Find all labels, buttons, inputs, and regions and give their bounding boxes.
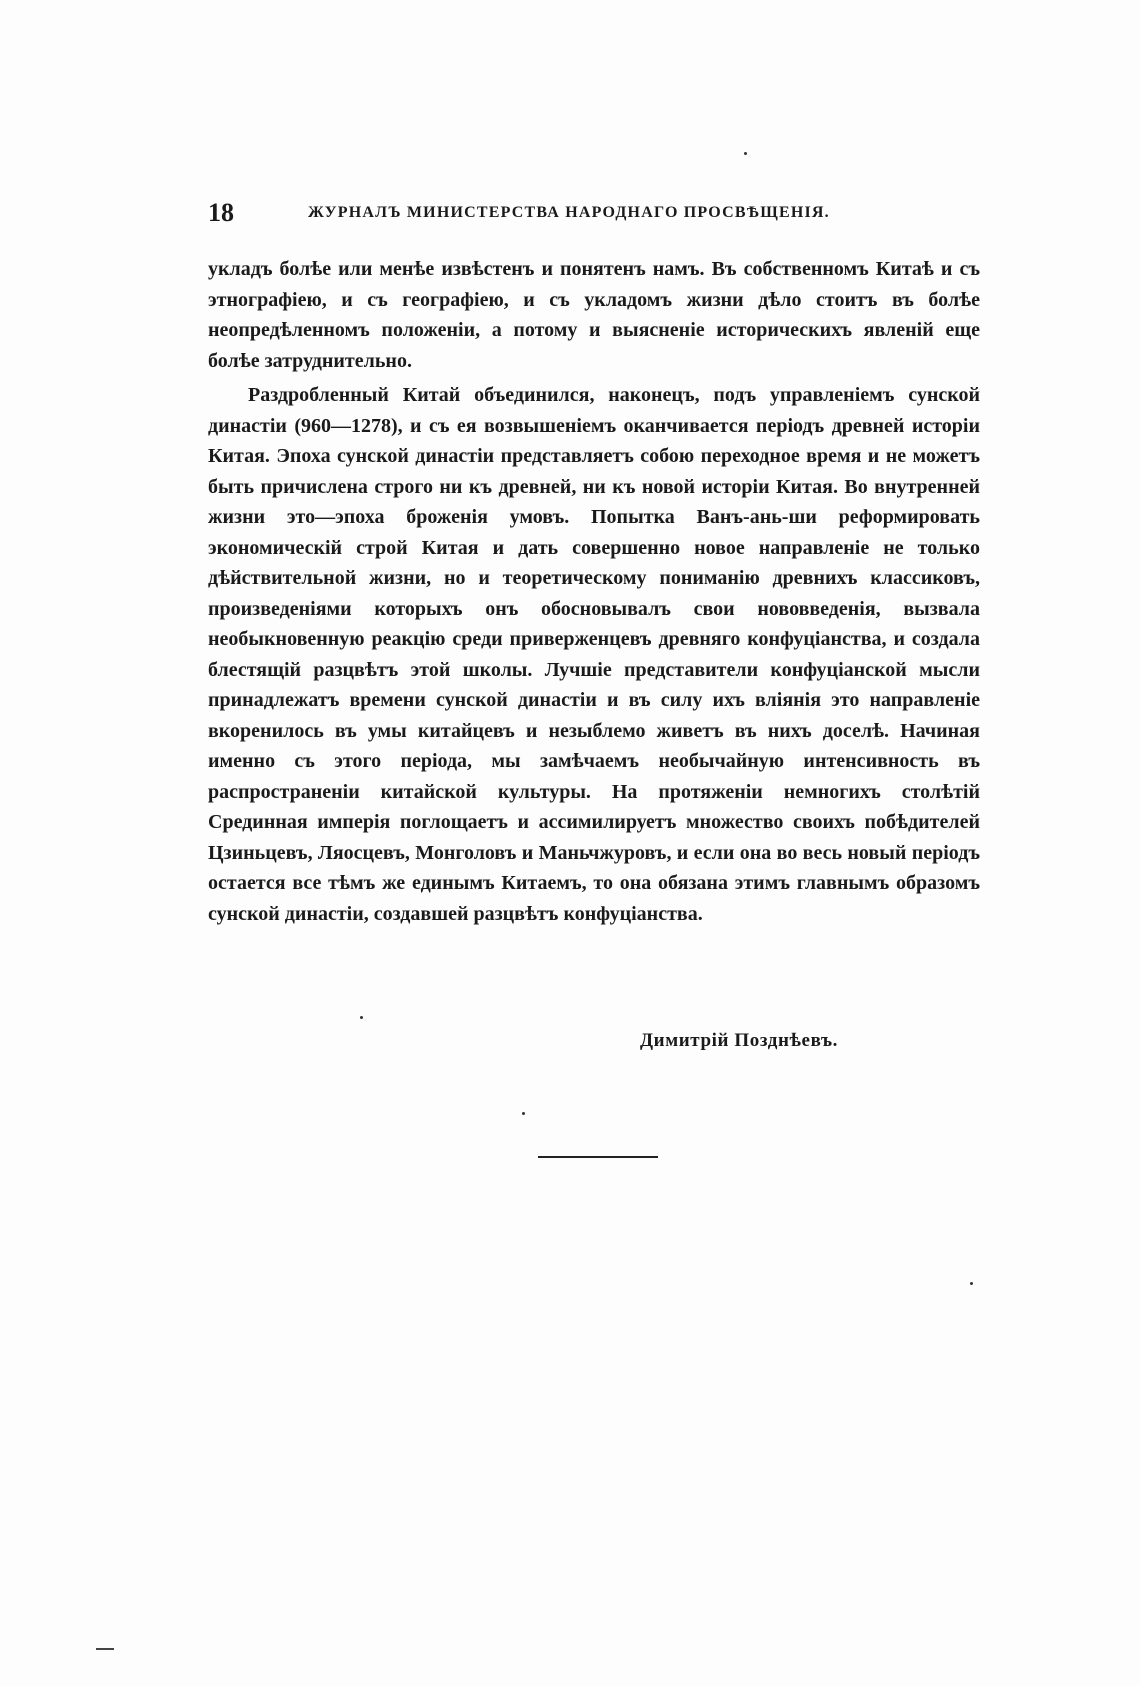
margin-mark: [96, 1648, 114, 1650]
body-text: [208, 254, 980, 929]
paragraph: укладъ болѣе или менѣе извѣстенъ и понятенъ намъ. Въ собственномъ Китаѣ и съ этнографіею, и съ географіею, и съ укладомъ жизни дѣло стоитъ въ болѣе неопредѣленномъ положеніи, а потому и выясненіе историческихъ явленій еще болѣе затруднительно.: [208, 258, 980, 372]
scan-speck: [522, 1112, 525, 1115]
scan-speck: [744, 152, 747, 155]
page-number: 18: [208, 198, 234, 227]
section-divider: [538, 1156, 658, 1158]
scan-speck: [970, 1282, 973, 1285]
page-header: [208, 198, 980, 238]
running-title: ЖУРНАЛЪ МИНИСТЕРСТВА НАРОДНАГО ПРОСВѢЩЕНІЯ.: [308, 204, 830, 221]
paragraph: Раздробленный Китай объединился, наконецъ, подъ управленіемъ сунской династіи (960—1278), и съ ея возвышеніемъ оканчивается періодъ древней исторіи Китая. Эпоха сунской династіи представляетъ собою переходное время и не можетъ быть причислена строго ни къ древней, ни къ новой исторіи Китая. Во внутренней жизни это—эпоха броженія умовъ. Попытка Ванъ-ань-ши реформировать экономическій строй Китая и дать совершенно новое направленіе не только дѣйствительной жизни, но и теоретическому пониманію древнихъ классиковъ, произведеніями которыхъ онъ обосновывалъ свои нововведенія, вызвала необыкновенную реакцію среди приверженцевъ древняго конфуціанства, и создала блестящій разцвѣтъ этой школы. Лучшіе представители конфуціанской мысли принадлежатъ времени сунской династіи и въ силу ихъ вліянія это направленіе вкоренилось въ умы китайцевъ и незыблемо живетъ въ нихъ доселѣ. Начиная именно съ этого періода, мы замѣчаемъ необычайную интенсивность въ распространеніи китайской культуры. На протяженіи немногихъ столѣтій Срединная имперія поглощаетъ и ассимилируетъ множество своихъ побѣдителей Цзиньцевъ, Ляосцевъ, Монголовъ и Маньчжуровъ, и если она во весь новый періодъ остается все тѣмъ же единымъ Китаемъ, то она обязана этимъ главнымъ образомъ сунской династіи, создавшей разцвѣтъ конфуціанства.: [208, 384, 980, 925]
author-signature: Димитрій Позднѣевъ.: [640, 1030, 838, 1051]
scan-speck: [360, 1016, 363, 1019]
